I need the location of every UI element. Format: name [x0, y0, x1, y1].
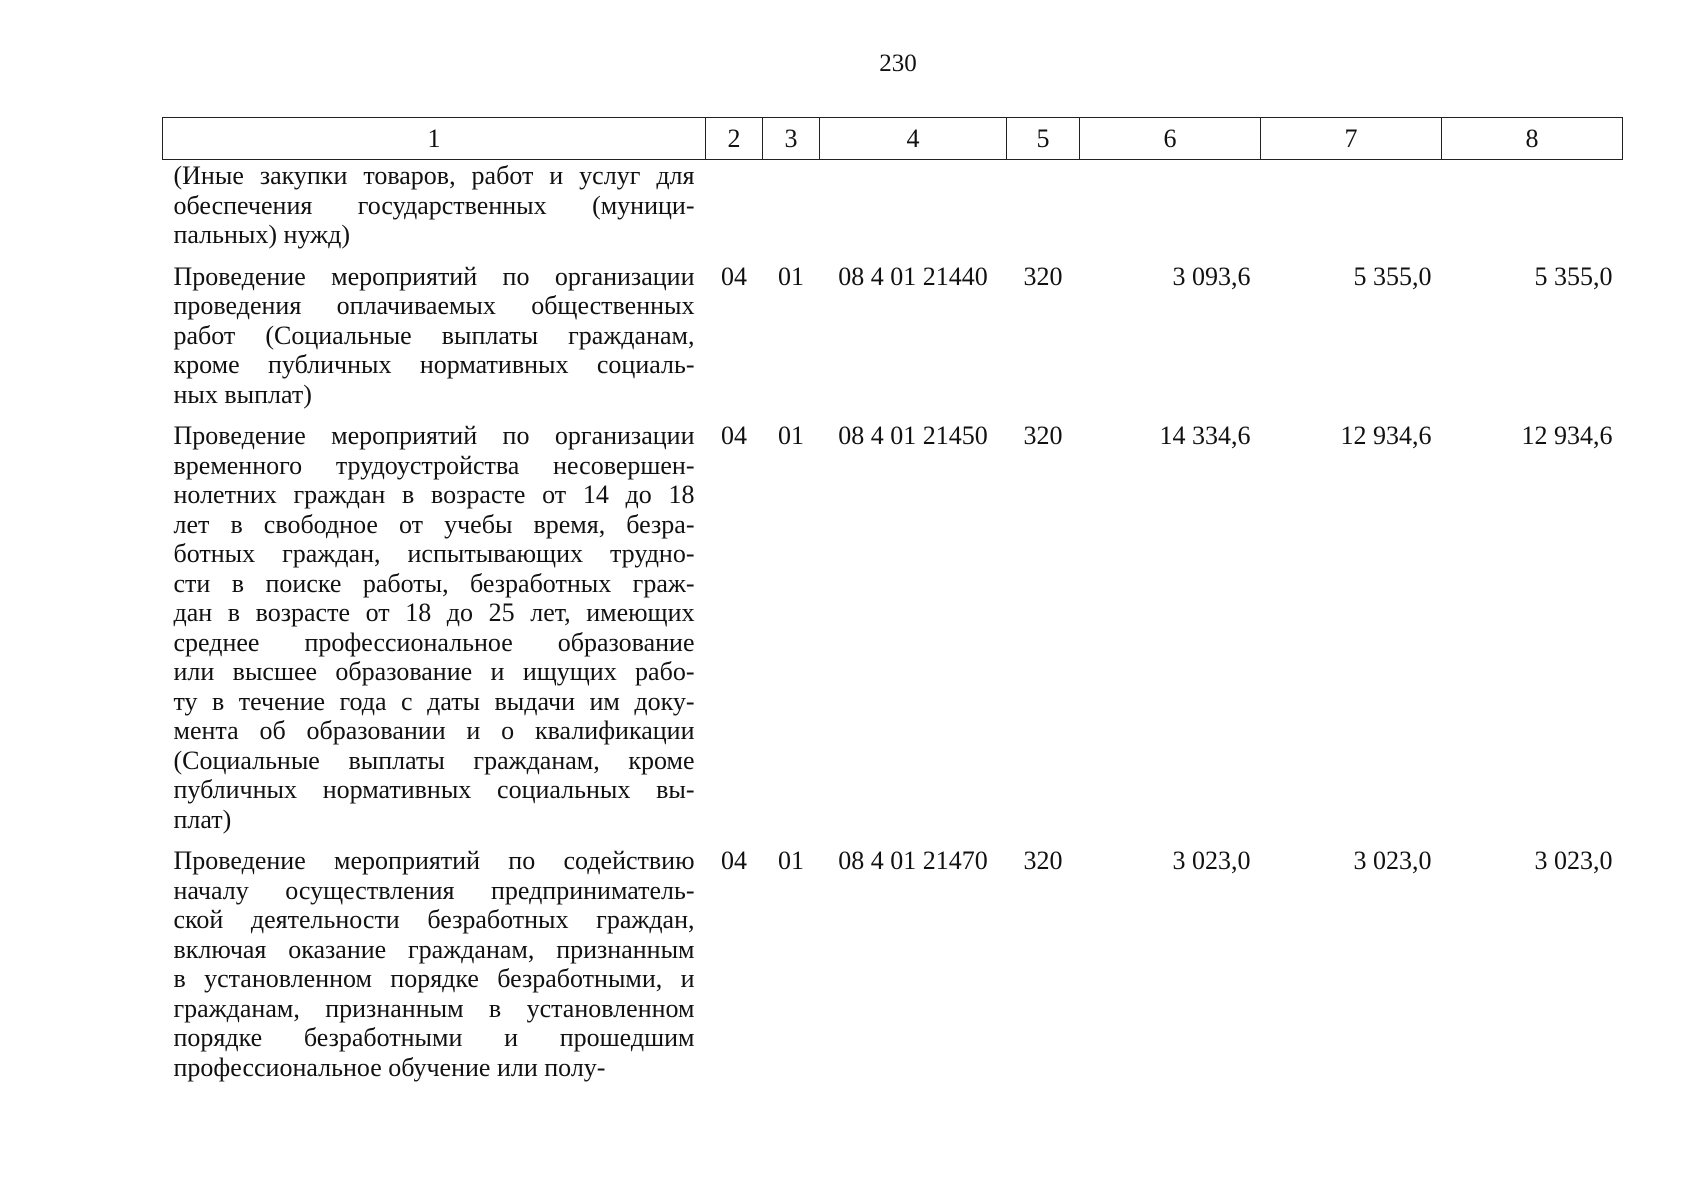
description-line: лет в свободное от учебы время, безра- [173, 509, 695, 539]
description-line: кроме публичных нормативных социаль- [173, 350, 695, 379]
description-line: сти в поиске работы, безработных граж- [173, 568, 695, 598]
cell-col-3: 01 [778, 261, 804, 291]
description-line: в установленном порядке безработными, и [173, 964, 695, 993]
row-description [163, 834, 706, 1082]
cell-col-6: 3 093,6 [1172, 261, 1251, 291]
description-line: Проведение мероприятий по организации [173, 261, 695, 291]
cell-col-3: 01 [778, 421, 804, 450]
cell-col-8: 5 355,0 [1534, 261, 1613, 291]
description-line: (Социальные выплаты гражданам, кроме [173, 745, 695, 775]
column-header-1: 1 [163, 118, 706, 160]
cell-col-5: 320 [1023, 421, 1063, 450]
description-line: Проведение мероприятий по организации [173, 421, 695, 450]
description-line: или высшее образование и ищущих рабо- [173, 657, 695, 686]
description-line: ской деятельности безработных граждан, [173, 905, 695, 934]
cell-col-4: 08 4 01 21440 [838, 261, 988, 291]
cell-col-5: 320 [1023, 846, 1063, 875]
cell-col-2: 04 [721, 421, 747, 450]
row-description [163, 409, 706, 834]
description-line: пальных) нужд) [173, 220, 350, 249]
column-header-6: 6 [1080, 118, 1261, 160]
cell-col-4: 08 4 01 21470 [838, 846, 988, 875]
cell-col-4: 08 4 01 21450 [838, 421, 988, 450]
description-line: работ (Социальные выплаты гражданам, [173, 320, 695, 350]
cell-col-5 [1007, 160, 1080, 250]
cell-col-3 [763, 160, 820, 250]
description-line: гражданам, признанным в установленном [173, 993, 695, 1023]
column-header-2: 2 [706, 118, 763, 160]
table-row [163, 250, 1623, 410]
cell-col-6 [1080, 160, 1261, 250]
cell-col-8: 3 023,0 [1534, 846, 1613, 875]
description-line: Проведение мероприятий по содействию [173, 846, 695, 875]
column-header-5: 5 [1007, 118, 1080, 160]
description-line: включая оказание гражданам, признанным [173, 934, 695, 964]
description-line: ных выплат) [173, 379, 312, 409]
description-line: публичных нормативных социальных вы- [173, 775, 695, 804]
cell-col-2: 04 [721, 261, 747, 291]
column-header-8: 8 [1442, 118, 1623, 160]
description-line: проведения оплачиваемых общественных [173, 291, 695, 320]
row-description [163, 250, 706, 410]
description-line: ту в течение года с даты выдачи им доку- [173, 686, 695, 716]
table-row [163, 160, 1623, 250]
cell-col-3: 01 [778, 846, 804, 875]
cell-col-7: 12 934,6 [1340, 421, 1432, 450]
row-description [163, 160, 706, 250]
description-line: мента об образовании и о квалификации [173, 716, 695, 745]
table-body [163, 160, 1623, 1083]
table-row [163, 409, 1623, 834]
cell-col-7 [1261, 160, 1442, 250]
description-line: профессиональное обучение или полу- [173, 1052, 606, 1082]
description-line: временного трудоустройства несовершен- [173, 450, 695, 480]
description-line: порядке безработными и прошедшим [173, 1023, 695, 1052]
table-row [163, 834, 1623, 1082]
description-line: нолетних граждан в возрасте от 14 до 18 [173, 480, 695, 509]
cell-col-8: 12 934,6 [1521, 421, 1613, 450]
description-line: началу осуществления предприниматель- [173, 875, 695, 905]
column-header-4: 4 [820, 118, 1007, 160]
description-line: (Иные закупки товаров, работ и услуг для [173, 161, 695, 190]
cell-col-8 [1442, 160, 1623, 250]
cell-col-7: 3 023,0 [1353, 846, 1432, 875]
cell-col-5: 320 [1023, 261, 1063, 291]
cell-col-2: 04 [721, 846, 747, 875]
description-line: ботных граждан, испытывающих трудно- [173, 539, 695, 568]
description-line: обеспечения государственных (муници- [173, 190, 695, 220]
cell-col-2 [706, 160, 763, 250]
cell-col-6: 3 023,0 [1172, 846, 1251, 875]
description-line: плат) [173, 804, 232, 834]
page-number: 230 [879, 50, 917, 77]
column-header-3: 3 [763, 118, 820, 160]
table-header [163, 118, 1623, 160]
description-line: дан в возрасте от 18 до 25 лет, имеющих [173, 598, 695, 627]
column-header-7: 7 [1261, 118, 1442, 160]
cell-col-4 [820, 160, 1007, 250]
cell-col-7: 5 355,0 [1353, 261, 1432, 291]
budget-table [162, 117, 1623, 1082]
cell-col-6: 14 334,6 [1159, 421, 1251, 450]
description-line: среднее профессиональное образование [173, 627, 695, 657]
